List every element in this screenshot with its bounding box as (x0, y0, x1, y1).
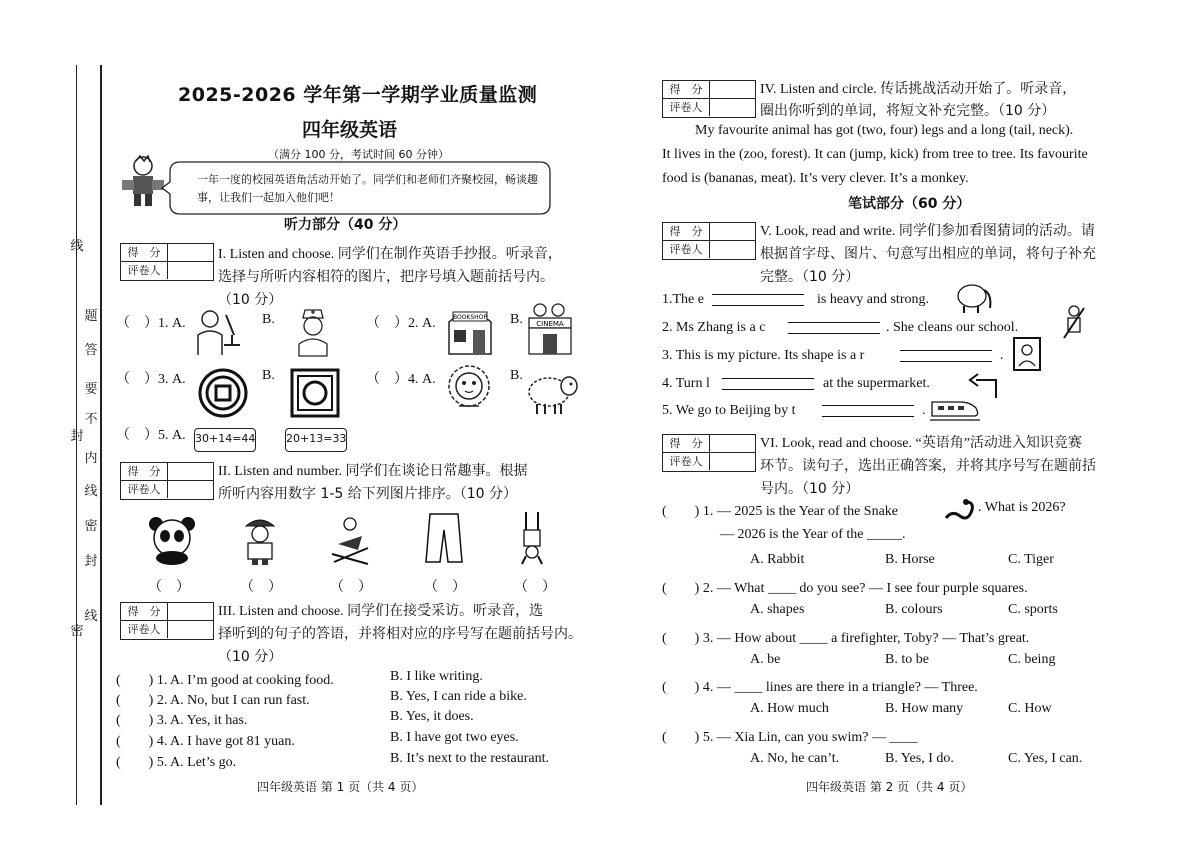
option-b-label: B. (510, 368, 523, 383)
answer-blank[interactable] (712, 305, 804, 306)
rectangle-picture-icon (1012, 336, 1042, 372)
question-text: ( ) 5. — Xia Lin, can you swim? — ____ (662, 730, 918, 745)
section1-points: （10 分） (218, 292, 283, 308)
fill-item-text: 1.The e (662, 292, 704, 307)
police-officer-icon (240, 514, 280, 566)
section6-instruction: 环节。读句子，选出正确答案，并将其序号写在题前括 (760, 458, 1096, 474)
section6-instruction: VI. Look, read and choose. “英语角”活动进入知识竞赛 (760, 436, 1082, 451)
page-footer: 四年级英语 第 2 页（共 4 页） (806, 780, 973, 794)
section5-instruction: V. Look, read and write. 同学们参加看图猜词的活动。请 (760, 224, 1095, 239)
answer-blank[interactable] (822, 405, 914, 406)
answer-bracket[interactable]: （ ） (330, 580, 372, 595)
margin-label: 线 (84, 484, 98, 499)
fill-item-text: . She cleans our school. (886, 320, 1019, 335)
answer-bracket[interactable]: （ ） (240, 580, 282, 595)
passage-line: food is (bananas, meat). It’s very clever. It’s a monkey. (662, 171, 969, 186)
answer-blank[interactable] (900, 361, 992, 362)
handstand-girl-icon (514, 510, 550, 566)
score-box: 得 分 评卷人 (662, 434, 756, 472)
list-item: B. I like writing. (390, 669, 483, 684)
question-text: ( ) 3. — How about ____ a firefighter, Toby? — That’s great. (662, 631, 1030, 646)
cleaner-icon (1058, 304, 1090, 340)
bookshop-icon (445, 304, 495, 356)
answer-blank[interactable] (788, 333, 880, 334)
margin-label: 密 (70, 624, 84, 639)
answer-blank[interactable] (822, 416, 914, 417)
margin-label: 要 (84, 382, 98, 397)
section2-instruction: II. Listen and number. 同学们在谈论日常趣事。根据 (218, 464, 528, 479)
list-item: B. Yes, it does. (390, 709, 474, 724)
option-c: C. How (1008, 701, 1052, 716)
list-item: ( ) 4. A. I have got 81 yuan. (116, 734, 295, 749)
list-item: ( ) 5. A. Let’s go. (116, 755, 237, 770)
svg-text:BOOKSHOP: BOOKSHOP (452, 314, 488, 321)
answer-blank[interactable] (722, 389, 814, 390)
sheep-icon (525, 368, 581, 416)
fill-item-text: 4. Turn l (662, 376, 710, 391)
equation-option-a: 30+14=44 (194, 428, 256, 452)
section3-instruction: 择听到的句子的答语，并将相对应的序号写在题前括号内。 (218, 626, 582, 642)
equation-option-b: 20+13=33 (285, 428, 347, 452)
question-text: — 2026 is the Year of the _____. (720, 527, 906, 542)
list-item: B. Yes, I can ride a bike. (390, 689, 527, 704)
option-c: C. sports (1008, 602, 1058, 617)
question-text: ( ) 1. — 2025 is the Year of the Snake (662, 504, 899, 519)
score-box: 得 分 评卷人 (662, 80, 756, 118)
list-item: B. I have got two eyes. (390, 730, 519, 745)
option-b: B. Horse (885, 552, 935, 567)
section1-instruction: I. Listen and choose. 同学们在制作英语手抄报。听录音， (218, 247, 562, 262)
answer-bracket[interactable]: （ ） (514, 580, 556, 595)
section4-instruction: IV. Listen and circle. 传话挑战活动开始了。听录音， (760, 82, 1077, 97)
option-b: B. How many (885, 701, 964, 716)
passage-line: It lives in the (zoo, forest). It can (jump, kick) from tree to tree. Its favourite (662, 147, 1088, 162)
fill-item-text: 3. This is my picture. Its shape is a r (662, 348, 865, 363)
speech-bubble (160, 160, 552, 216)
circle-coin-icon (198, 368, 248, 418)
section6-points: 号内。（10 分） (760, 481, 860, 497)
question-1-label: （ ）1. A. (116, 316, 186, 331)
fill-item-text: 5. We go to Beijing by t (662, 403, 796, 418)
option-a: A. No, he can’t. (750, 751, 840, 766)
lion-icon (443, 362, 495, 414)
fill-item-text: 2. Ms Zhang is a c (662, 320, 766, 335)
section3-points: （10 分） (218, 649, 283, 665)
exam-title: 2025-2026 学年第一学期学业质量监测 (178, 84, 538, 106)
exam-subtitle: 四年级英语 (302, 119, 398, 141)
page-footer: 四年级英语 第 1 页（共 4 页） (257, 780, 424, 794)
listening-header: 听力部分（40 分） (284, 217, 407, 233)
fill-item-text: . (922, 403, 926, 418)
question-4-label: （ ）4. A. (366, 372, 436, 387)
answer-blank[interactable] (900, 350, 992, 351)
question-2-label: （ ）2. A. (366, 316, 436, 331)
option-a: A. be (750, 652, 781, 667)
section3-instruction: III. Listen and choose. 同学们在接受采访。听录音，选 (218, 604, 544, 619)
elephant-icon (954, 278, 994, 314)
train-icon (930, 398, 980, 422)
question-5-label: （ ）5. A. (116, 428, 186, 443)
option-b: B. colours (885, 602, 943, 617)
turn-left-arrow-icon (966, 370, 1000, 400)
margin-label: 线 (70, 239, 84, 254)
list-item: ( ) 1. A. I’m good at cooking food. (116, 673, 334, 688)
margin-label: 封 (84, 554, 98, 569)
score-box: 得 分 评卷人 (120, 602, 214, 640)
option-b-label: B. (262, 312, 275, 327)
section5-instruction: 根据首字母、图片、句意写出相应的单词，将句子补充 (760, 246, 1096, 262)
option-a: A. shapes (750, 602, 805, 617)
panda-icon (146, 514, 198, 566)
margin-label: 答 (84, 343, 98, 358)
option-c: C. Tiger (1008, 552, 1054, 567)
answer-blank[interactable] (712, 294, 804, 295)
answer-blank[interactable] (788, 322, 880, 323)
answer-bracket[interactable]: （ ） (148, 580, 190, 595)
list-item: B. It’s next to the restaurant. (390, 751, 550, 766)
option-b: B. to be (885, 652, 929, 667)
nurse-icon (293, 308, 333, 358)
score-info: （满分 100 分，考试时间 60 分钟） (268, 148, 449, 161)
margin-label: 内 (84, 451, 98, 466)
option-b: B. Yes, I do. (885, 751, 954, 766)
score-box: 得 分 评卷人 (120, 462, 214, 500)
option-b-label: B. (262, 368, 275, 383)
option-a: A. Rabbit (750, 552, 805, 567)
option-c: C. Yes, I can. (1008, 751, 1083, 766)
list-item: ( ) 3. A. Yes, it has. (116, 713, 248, 728)
cinema-icon (525, 302, 575, 356)
section2-instruction: 所听内容用数字 1-5 给下列图片排序。（10 分） (218, 486, 518, 502)
question-text: ( ) 2. — What ____ do you see? — I see four purple squares. (662, 581, 1028, 596)
fill-item-text: . (1000, 348, 1004, 363)
question-3-label: （ ）3. A. (116, 372, 186, 387)
margin-label: 封 (70, 429, 84, 444)
section5-points: 完整。（10 分） (760, 269, 860, 285)
passage-line: My favourite animal has got (two, four) legs and a long (tail, neck). (695, 123, 1074, 138)
margin-label: 线 (84, 609, 98, 624)
fill-item-text: at the supermarket. (823, 376, 930, 391)
svg-text:CINEMA: CINEMA (536, 320, 564, 328)
answer-blank[interactable] (722, 378, 814, 379)
section1-instruction: 选择与所听内容相符的图片，把序号填入题前括号内。 (218, 269, 554, 285)
square-circle-icon (290, 368, 340, 418)
intro-text-line2: 事，让我们一起加入他们吧！ (197, 191, 340, 204)
margin-label: 密 (84, 519, 98, 534)
snake-icon (942, 496, 976, 522)
answer-bracket[interactable]: （ ） (424, 580, 466, 595)
score-box: 得 分 评卷人 (662, 222, 756, 260)
question-text: . What is 2026? (978, 500, 1066, 515)
question-text: ( ) 4. — ____ lines are there in a triangle? — Three. (662, 680, 978, 695)
score-box: 得 分 评卷人 (120, 243, 214, 281)
trousers-icon (424, 512, 464, 564)
skiing-boy-icon (328, 514, 372, 566)
option-a: A. How much (750, 701, 829, 716)
margin-label: 不 (84, 412, 98, 427)
list-item: ( ) 2. A. No, but I can run fast. (116, 693, 310, 708)
margin-label: 题 (84, 309, 98, 324)
section4-instruction: 圈出你听到的单词，将短文补充完整。（10 分） (760, 103, 1056, 119)
option-c: C. being (1008, 652, 1056, 667)
scientist-microscope-icon (190, 305, 242, 357)
option-b-label: B. (510, 312, 523, 327)
intro-text-line1: 一年一度的校园英语角活动开始了。同学们和老师们齐聚校园，畅谈趣 (197, 173, 538, 186)
binding-line-inner (100, 65, 102, 805)
fill-item-text: is heavy and strong. (817, 292, 929, 307)
writing-header: 笔试部分（60 分） (848, 196, 971, 212)
